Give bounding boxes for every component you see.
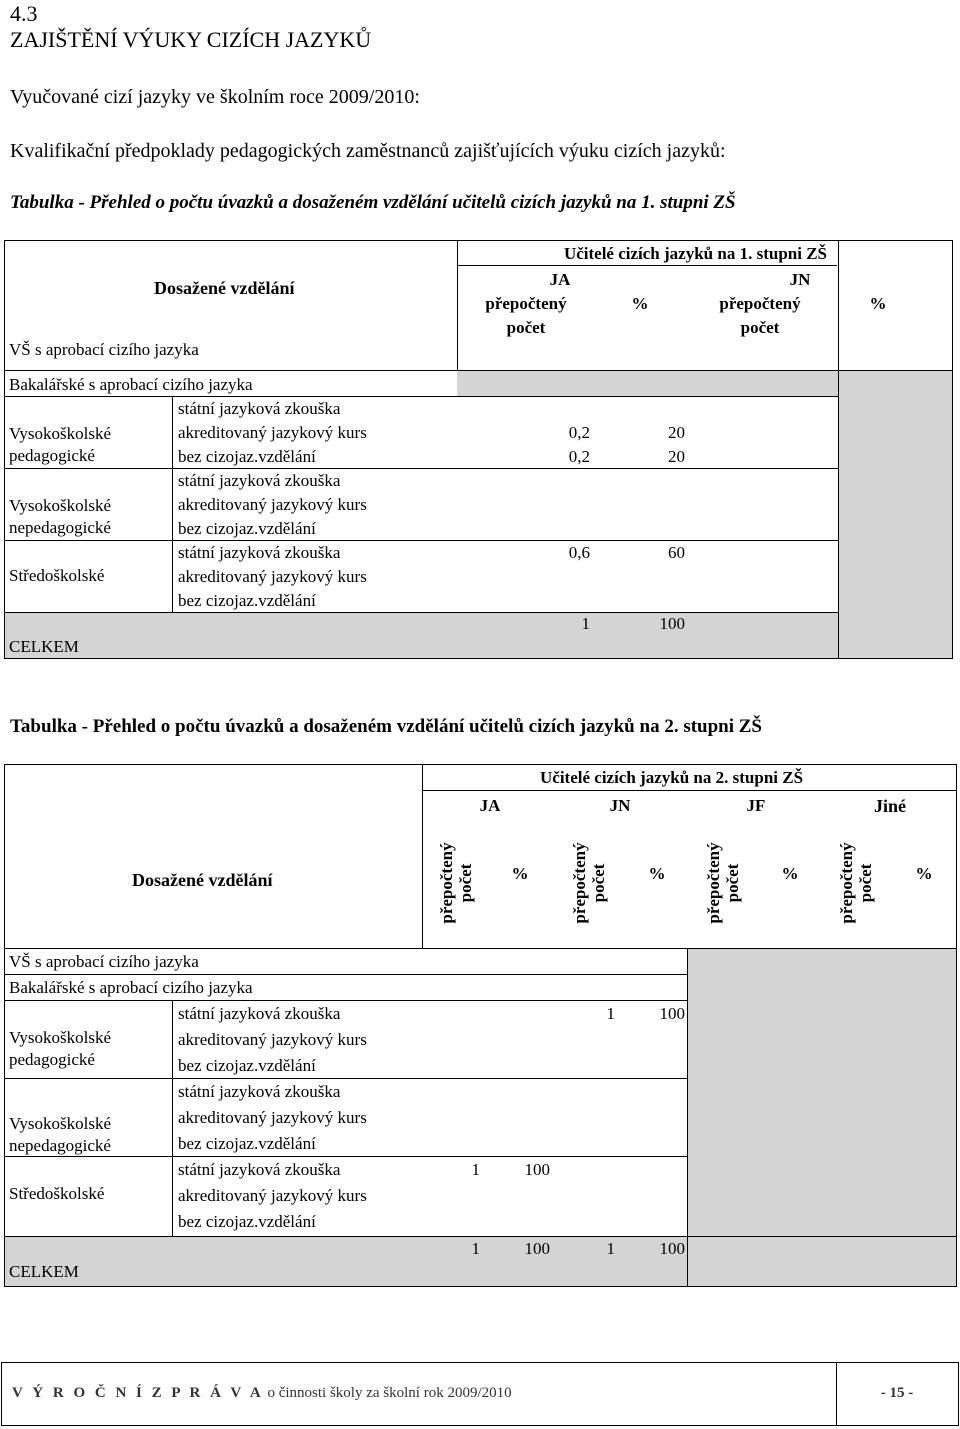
table1-ja-pct: % <box>631 294 649 313</box>
table2-jf-prep: přepočtený počet <box>704 842 742 924</box>
table2-lang-ja: JA <box>479 796 501 815</box>
table1-cell: 1 <box>581 614 590 633</box>
table1-lang-ja: JA <box>549 270 571 289</box>
table2-sub-szk: státní jazyková zkouška <box>178 1004 341 1023</box>
table2-sub-bez: bez cizojaz.vzdělání <box>178 1212 316 1231</box>
table1-sub-bez: bez cizojaz.vzdělání <box>178 519 316 538</box>
table2-sub-szk: státní jazyková zkouška <box>178 1160 341 1179</box>
table2-caption: Tabulka - Přehled o počtu úvazků a dosaženém vzdělání učitelů cizích jazyků na 2. stupni ZŠ <box>10 716 763 737</box>
table2-row-vs: VŠ s aprobací cizího jazyka <box>9 952 199 971</box>
table2-col-dosazene: Dosažené vzdělání <box>132 870 273 890</box>
table2-jn-pct: % <box>648 864 666 883</box>
table2-cell: 1 <box>606 1239 615 1258</box>
table1-grp-ss: Středoškolské <box>9 566 105 585</box>
table1-sub-akr: akreditovaný jazykový kurs <box>178 567 367 586</box>
table2-cell: 100 <box>659 1004 685 1023</box>
table2-lang-jn: JN <box>609 796 631 815</box>
page-number: - 15 - <box>880 1385 914 1401</box>
table2-row-bc: Bakalářské s aprobací cizího jazyka <box>9 978 253 997</box>
table2-grp-neped: nepedagogické <box>9 1136 111 1155</box>
table1-jn-prep1: přepočtený <box>719 294 801 313</box>
table1-sub-szk: státní jazyková zkouška <box>178 399 341 418</box>
table2-jine-pct: % <box>915 864 933 883</box>
table2-sub-szk: státní jazyková zkouška <box>178 1082 341 1101</box>
table1-lang-jn: JN <box>789 270 811 289</box>
table1-cell: 0,6 <box>568 543 590 562</box>
table2-grp-ped: Vysokoškolské <box>9 1028 112 1047</box>
table1-cell: 0,2 <box>568 447 590 466</box>
table2-grp-neped: Vysokoškolské <box>9 1114 112 1133</box>
table2-ja-prep: přepočtený počet <box>437 842 475 924</box>
table2-total-fill <box>687 1236 957 1286</box>
table2-sub-akr: akreditovaný jazykový kurs <box>178 1186 367 1205</box>
section-title: ZAJIŠTĚNÍ VÝUKY CIZÍCH JAZYKŮ <box>10 27 372 52</box>
table2-lang-jf: JF <box>746 796 766 815</box>
table1-col-dosazene: Dosažené vzdělání <box>154 278 295 298</box>
section-number: 4.3 <box>10 1 38 26</box>
table2-lang-jine: Jiné <box>873 796 906 816</box>
table2-gray-cell <box>687 948 957 1248</box>
table1-sub-akr: akreditovaný jazykový kurs <box>178 495 367 514</box>
table1-sub-szk: státní jazyková zkouška <box>178 543 341 562</box>
table1-jn-pct: % <box>869 294 887 313</box>
table2-sub-akr: akreditovaný jazykový kurs <box>178 1108 367 1127</box>
table2-group-header: Učitelé cizích jazyků na 2. stupni ZŠ <box>540 768 804 787</box>
table1-sub-akr: akreditovaný jazykový kurs <box>178 423 367 442</box>
table1-row-bc: Bakalářské s aprobací cizího jazyka <box>9 375 253 394</box>
table2-cell: 1 <box>471 1160 480 1179</box>
table2-grp-ped: pedagogické <box>9 1050 95 1069</box>
subtitle-languages: Vyučované cizí jazyky ve školním roce 2009/2010: <box>10 86 420 108</box>
table1-cell: 100 <box>659 614 685 633</box>
table1-row-vs: VŠ s aprobací cizího jazyka <box>9 340 199 359</box>
table1-gray-cell <box>457 370 838 396</box>
table1-sub-bez: bez cizojaz.vzdělání <box>178 447 316 466</box>
table2-cell: 100 <box>524 1160 550 1179</box>
table2-row-total: CELKEM <box>9 1262 79 1281</box>
table1-cell: 20 <box>668 423 685 442</box>
table2-sub-akr: akreditovaný jazykový kurs <box>178 1030 367 1049</box>
table1-grp-ped: pedagogické <box>9 446 95 465</box>
table2-cell: 1 <box>606 1004 615 1023</box>
table1-cell: 20 <box>668 447 685 466</box>
table1-group-header: Učitelé cizích jazyků na 1. stupni ZŠ <box>563 244 827 263</box>
table2-jn-prep: přepočtený počet <box>570 842 608 924</box>
table1-jn-prep2: počet <box>740 318 780 337</box>
table2-sub-bez: bez cizojaz.vzdělání <box>178 1056 316 1075</box>
table1-cell: 60 <box>668 543 685 562</box>
table2-ja-pct: % <box>511 864 529 883</box>
table2-sub-bez: bez cizojaz.vzdělání <box>178 1134 316 1153</box>
table2-jine-prep: přepočtený počet <box>837 842 875 924</box>
table1-total-fill <box>4 612 838 658</box>
table1-caption: Tabulka - Přehled o počtu úvazků a dosaženém vzdělání učitelů cizích jazyků na 1. stupni ZŠ <box>10 192 736 213</box>
table2-cell: 100 <box>524 1239 550 1258</box>
table1-sub-szk: státní jazyková zkouška <box>178 471 341 490</box>
table2-jf-pct: % <box>781 864 799 883</box>
table1-gray-cell <box>838 370 952 658</box>
table2-grp-ss: Středoškolské <box>9 1184 105 1203</box>
table1-grp-ped: Vysokoškolské <box>9 424 112 443</box>
table1-grp-neped: nepedagogické <box>9 518 111 537</box>
table1-grp-neped: Vysokoškolské <box>9 496 112 515</box>
table1-sub-bez: bez cizojaz.vzdělání <box>178 591 316 610</box>
table1-cell: 0,2 <box>568 423 590 442</box>
table1-row-total: CELKEM <box>9 637 79 656</box>
table2-cell: 100 <box>659 1239 685 1258</box>
table1-ja-prep2: počet <box>506 318 546 337</box>
footer-title: V Ý R O Č N Í Z P R Á V A o činnosti školy za školní rok 2009/2010 <box>12 1385 512 1401</box>
table2-cell: 1 <box>471 1239 480 1258</box>
table1-ja-prep1: přepočtený <box>485 294 567 313</box>
subtitle-qualifications: Kvalifikační předpoklady pedagogických zaměstnanců zajišťujících výuku cizích jazyků: <box>10 140 726 162</box>
